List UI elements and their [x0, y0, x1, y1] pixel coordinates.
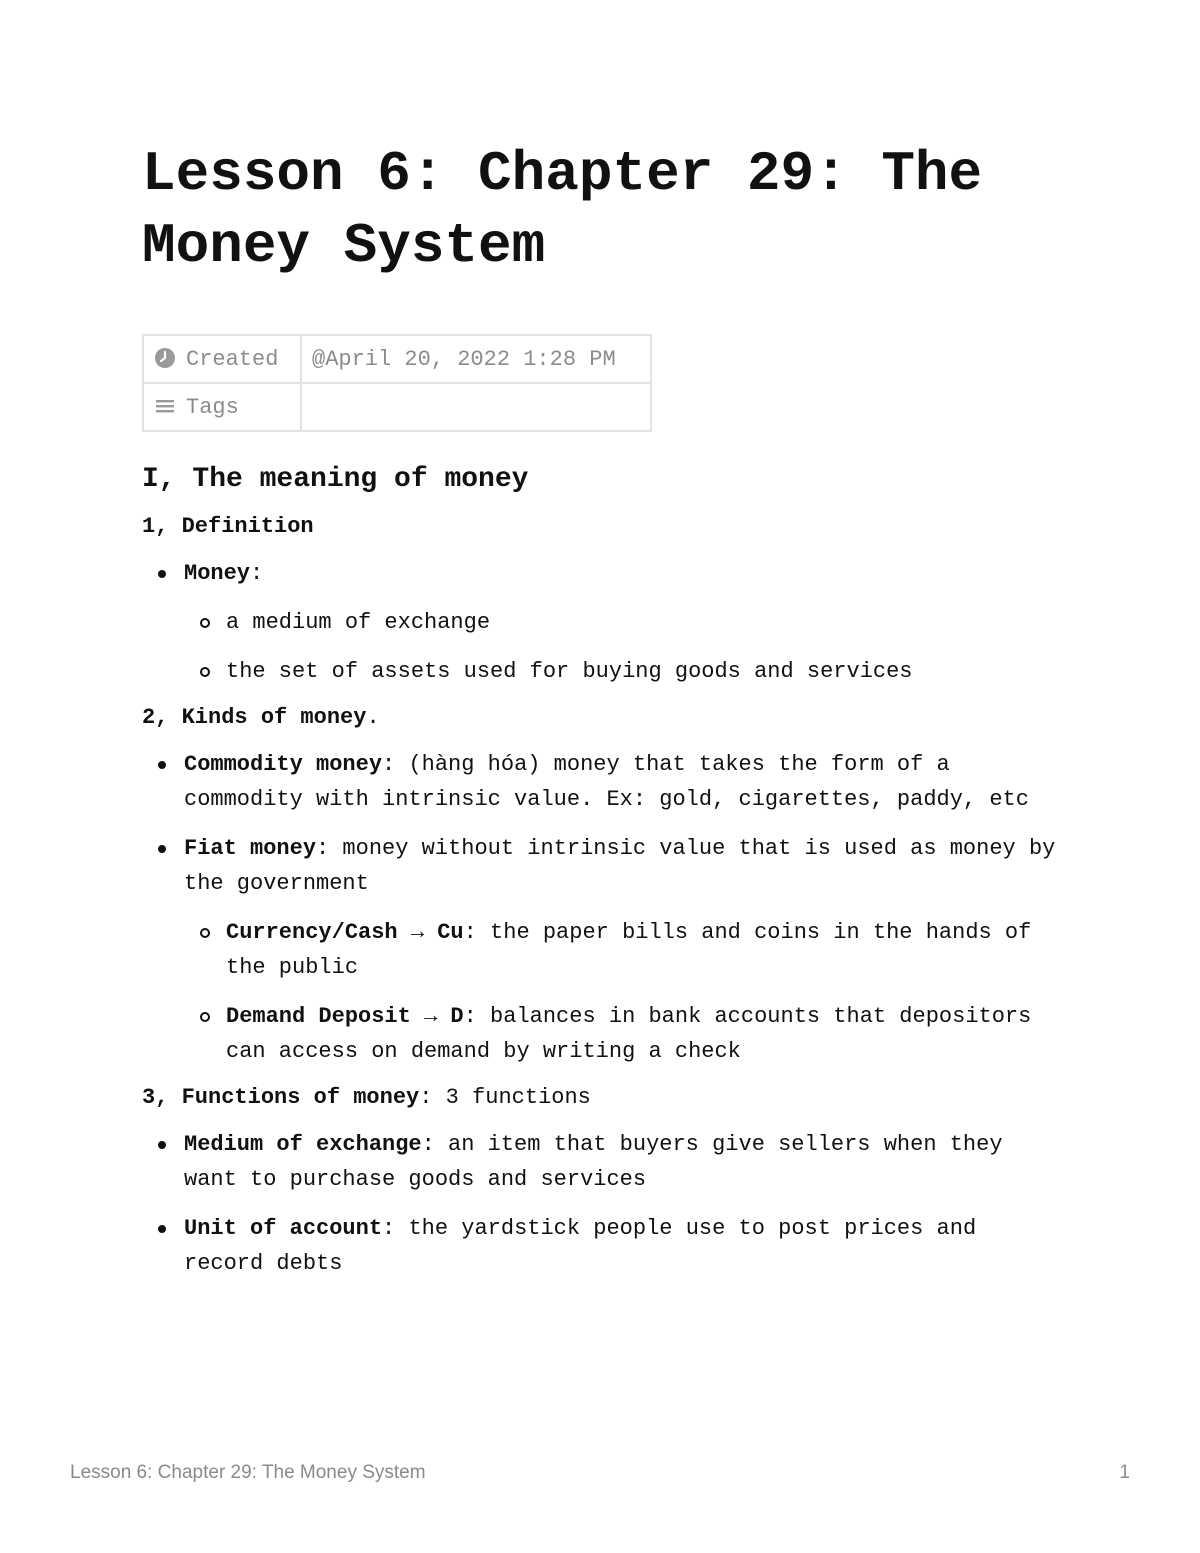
property-key [143, 335, 301, 383]
term: Commodity money [184, 752, 383, 777]
list-icon [154, 395, 176, 417]
properties-table [142, 334, 652, 432]
document-page [142, 138, 1062, 1281]
page-number: 1 [1119, 1462, 1130, 1483]
subsection-heading-functions [142, 1083, 1062, 1113]
list-item [184, 831, 1062, 1069]
list-item [184, 1211, 1062, 1281]
subsection-heading-kinds [142, 703, 1062, 733]
definition-list [142, 556, 1062, 689]
description: : the yardstick people use to post prices and record debts [184, 1216, 977, 1276]
description: : an item that buyers give sellers when they want to purchase goods and services [184, 1132, 1003, 1192]
heading-suffix: . [366, 705, 380, 730]
list-item [226, 999, 1062, 1069]
section-heading: I, The meaning of money [142, 464, 529, 495]
description: : (hàng hóa) money that takes the form of a commodity with intrinsic value. Ex: gold, cigarettes, paddy, etc [184, 752, 1029, 812]
heading-suffix: : 3 functions [419, 1085, 591, 1110]
kinds-list [142, 747, 1062, 1069]
list-item [184, 556, 1062, 689]
heading-text: 3, Functions of money [142, 1085, 420, 1110]
term: Currency/Cash → Cu [226, 920, 464, 945]
property-row-tags [143, 383, 651, 431]
tags-value[interactable] [301, 383, 651, 431]
list-item: the set of assets used for buying goods and services [226, 654, 1062, 689]
page-title: Lesson 6: Chapter 29: The Money System [142, 142, 983, 278]
subsection-heading-definition: 1, Definition [142, 514, 314, 539]
list-item [226, 915, 1062, 985]
page-footer [70, 1462, 1130, 1484]
description: : balances in bank accounts that depositors can access on demand by writing a check [226, 1004, 1032, 1064]
description: : money without intrinsic value that is used as money by the government [184, 836, 1056, 896]
list-item [184, 747, 1062, 817]
property-key-label: Created [186, 346, 279, 372]
description: : the paper bills and coins in the hands of the public [226, 920, 1032, 980]
list-item [184, 1127, 1062, 1197]
term: Medium of exchange [184, 1132, 422, 1157]
clock-icon [154, 347, 176, 369]
term: Money [184, 561, 251, 586]
heading-text: 2, Kinds of money [142, 705, 367, 730]
functions-list [142, 1127, 1062, 1281]
term-suffix: : [250, 561, 264, 586]
property-row-created [143, 335, 651, 383]
created-value[interactable]: @April 20, 2022 1:28 PM [301, 335, 651, 383]
term: Demand Deposit → D [226, 1004, 464, 1029]
list-item: a medium of exchange [226, 605, 1062, 640]
sub-list [184, 605, 1062, 689]
property-key-label: Tags [186, 394, 239, 420]
footer-title: Lesson 6: Chapter 29: The Money System [70, 1462, 426, 1483]
property-key [143, 383, 301, 431]
sub-list [184, 915, 1062, 1069]
term: Fiat money [184, 836, 317, 861]
term: Unit of account [184, 1216, 383, 1241]
